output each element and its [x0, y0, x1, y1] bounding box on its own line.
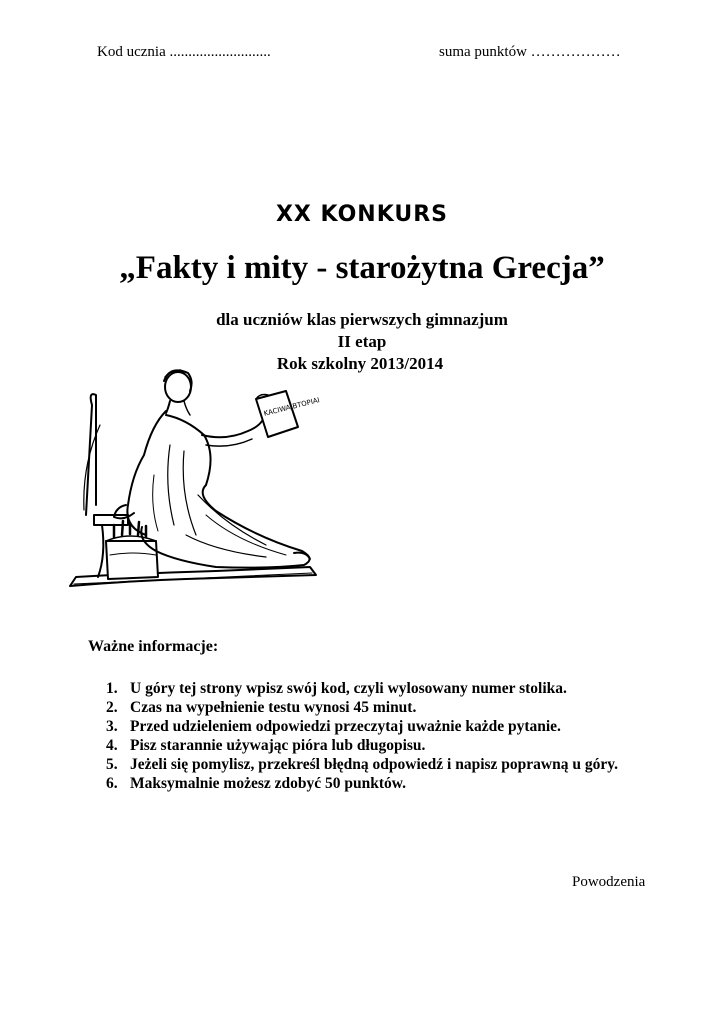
- list-item-number: 1.: [106, 680, 118, 697]
- list-item-text: Czas na wypełnienie testu wynosi 45 minut.: [130, 699, 417, 716]
- list-item-text: Jeżeli się pomylisz, przekreśl błędną odpowiedź i napisz poprawną u góry.: [130, 756, 618, 773]
- list-item: [88, 736, 648, 755]
- list-item-text: Maksymalnie możesz zdobyć 50 punktów.: [130, 775, 406, 792]
- list-item-number: 4.: [106, 737, 118, 754]
- points-total-field-label: suma punktów ………………: [439, 44, 621, 60]
- scroll-lettering: KACIWA BTOPIAI: [262, 396, 321, 418]
- contest-number-heading: XX KONKURS: [275, 202, 449, 227]
- list-item-number: 6.: [106, 775, 118, 792]
- list-item-number: 5.: [106, 756, 118, 773]
- list-item-text: Pisz starannie używając pióra lub długopisu.: [130, 737, 426, 754]
- list-item: [88, 774, 648, 793]
- important-info-heading: Ważne informacje:: [88, 638, 219, 655]
- stage-line: II etap: [337, 332, 387, 351]
- list-item-text: U góry tej strony wpisz swój kod, czyli wylosowany numer stolika.: [130, 680, 567, 697]
- list-item-number: 2.: [106, 699, 118, 716]
- contest-title: „Fakty i mity - starożytna Grecja”: [119, 250, 605, 286]
- seated-greek-muse-illustration: [66, 355, 322, 595]
- list-item-text: Przed udzieleniem odpowiedzi przeczytaj uważnie każde pytanie.: [130, 718, 561, 735]
- rules-list: [88, 679, 648, 793]
- list-item: [88, 698, 648, 717]
- list-item: [88, 679, 648, 698]
- list-item-number: 3.: [106, 718, 118, 735]
- school-year-line: Rok szkolny 2013/2014: [276, 354, 444, 373]
- list-item: [88, 755, 648, 774]
- student-code-field-label: Kod ucznia ...........................: [97, 44, 271, 60]
- closing-wish: Powodzenia: [572, 874, 646, 890]
- audience-line: dla uczniów klas pierwszych gimnazjum: [216, 310, 508, 329]
- list-item: [88, 717, 648, 736]
